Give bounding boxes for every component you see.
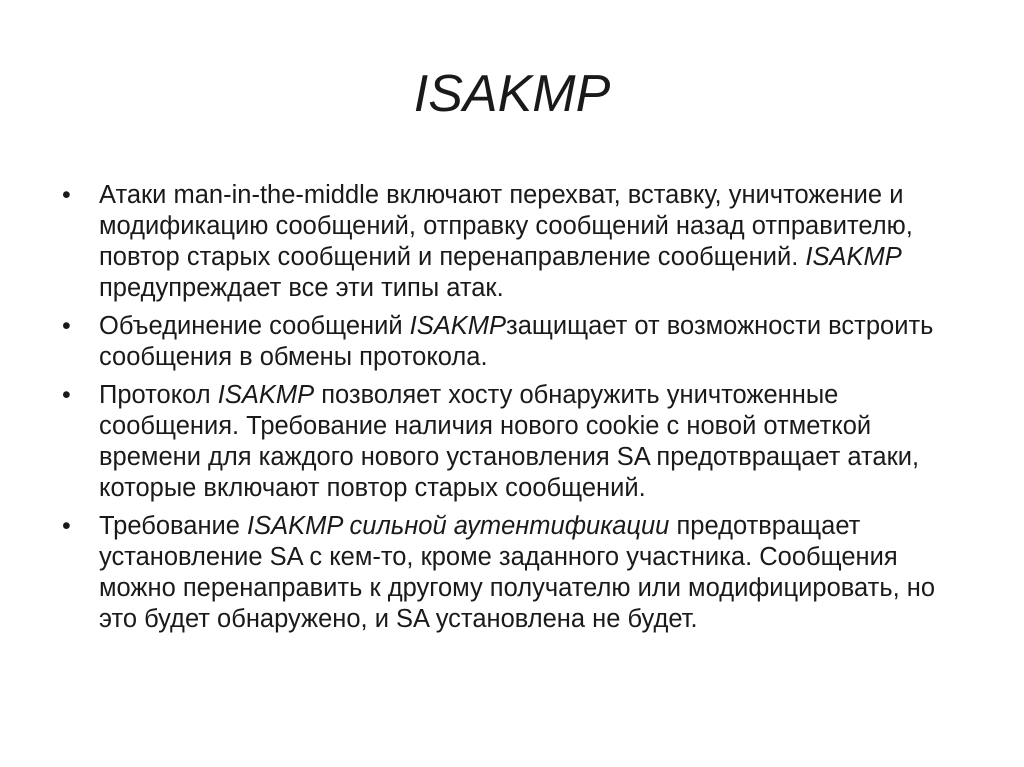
- item-text-italic: ISAKMP сильной аутентификации: [247, 512, 670, 540]
- item-text: Атаки man-in-the-middle включают перехват, вставку, уничтожение и модификацию сообщений, отправку сообщений назад отправителю, повтор старых сообщений и перенаправление сообщений.: [99, 181, 913, 271]
- bullet-item: [62, 180, 962, 304]
- item-text: предупреждает все эти типы атак.: [99, 274, 504, 302]
- item-text: предотвращает установление SA с кем-то, кроме заданного участника. Сообщения можно перенаправить к другому получателю или модифицировать, но это будет обнаружено, и SA установлена не будет.: [99, 512, 936, 633]
- slide-title: ISAKMP: [413, 65, 611, 123]
- item-text-italic: ISAKMP: [217, 381, 315, 409]
- item-text: позволяет хосту обнаружить уничтоженные сообщения. Требование наличия нового cookie с новой отметкой времени для каждого нового установления SA предотвращает атаки, которые включают повтор старых сообщений.: [99, 381, 920, 502]
- item-text: Объединение сообщений: [99, 312, 410, 340]
- bullet-marker: •: [62, 312, 71, 340]
- item-text: Протокол: [99, 381, 218, 409]
- bullet-marker: •: [62, 512, 71, 540]
- item-text: Требование: [99, 512, 248, 540]
- bullet-list: [62, 180, 962, 642]
- bullet-item: [62, 511, 962, 635]
- item-text-italic: ISAKMP: [805, 243, 902, 271]
- item-text-italic: ISAKMP: [409, 312, 507, 340]
- bullet-marker: •: [62, 181, 71, 209]
- bullet-item: [62, 380, 962, 504]
- item-text: защищает от возможности встроить сообщения в обмены протокола.: [99, 312, 934, 371]
- bullet-item: [62, 311, 962, 373]
- bullet-marker: •: [62, 381, 71, 409]
